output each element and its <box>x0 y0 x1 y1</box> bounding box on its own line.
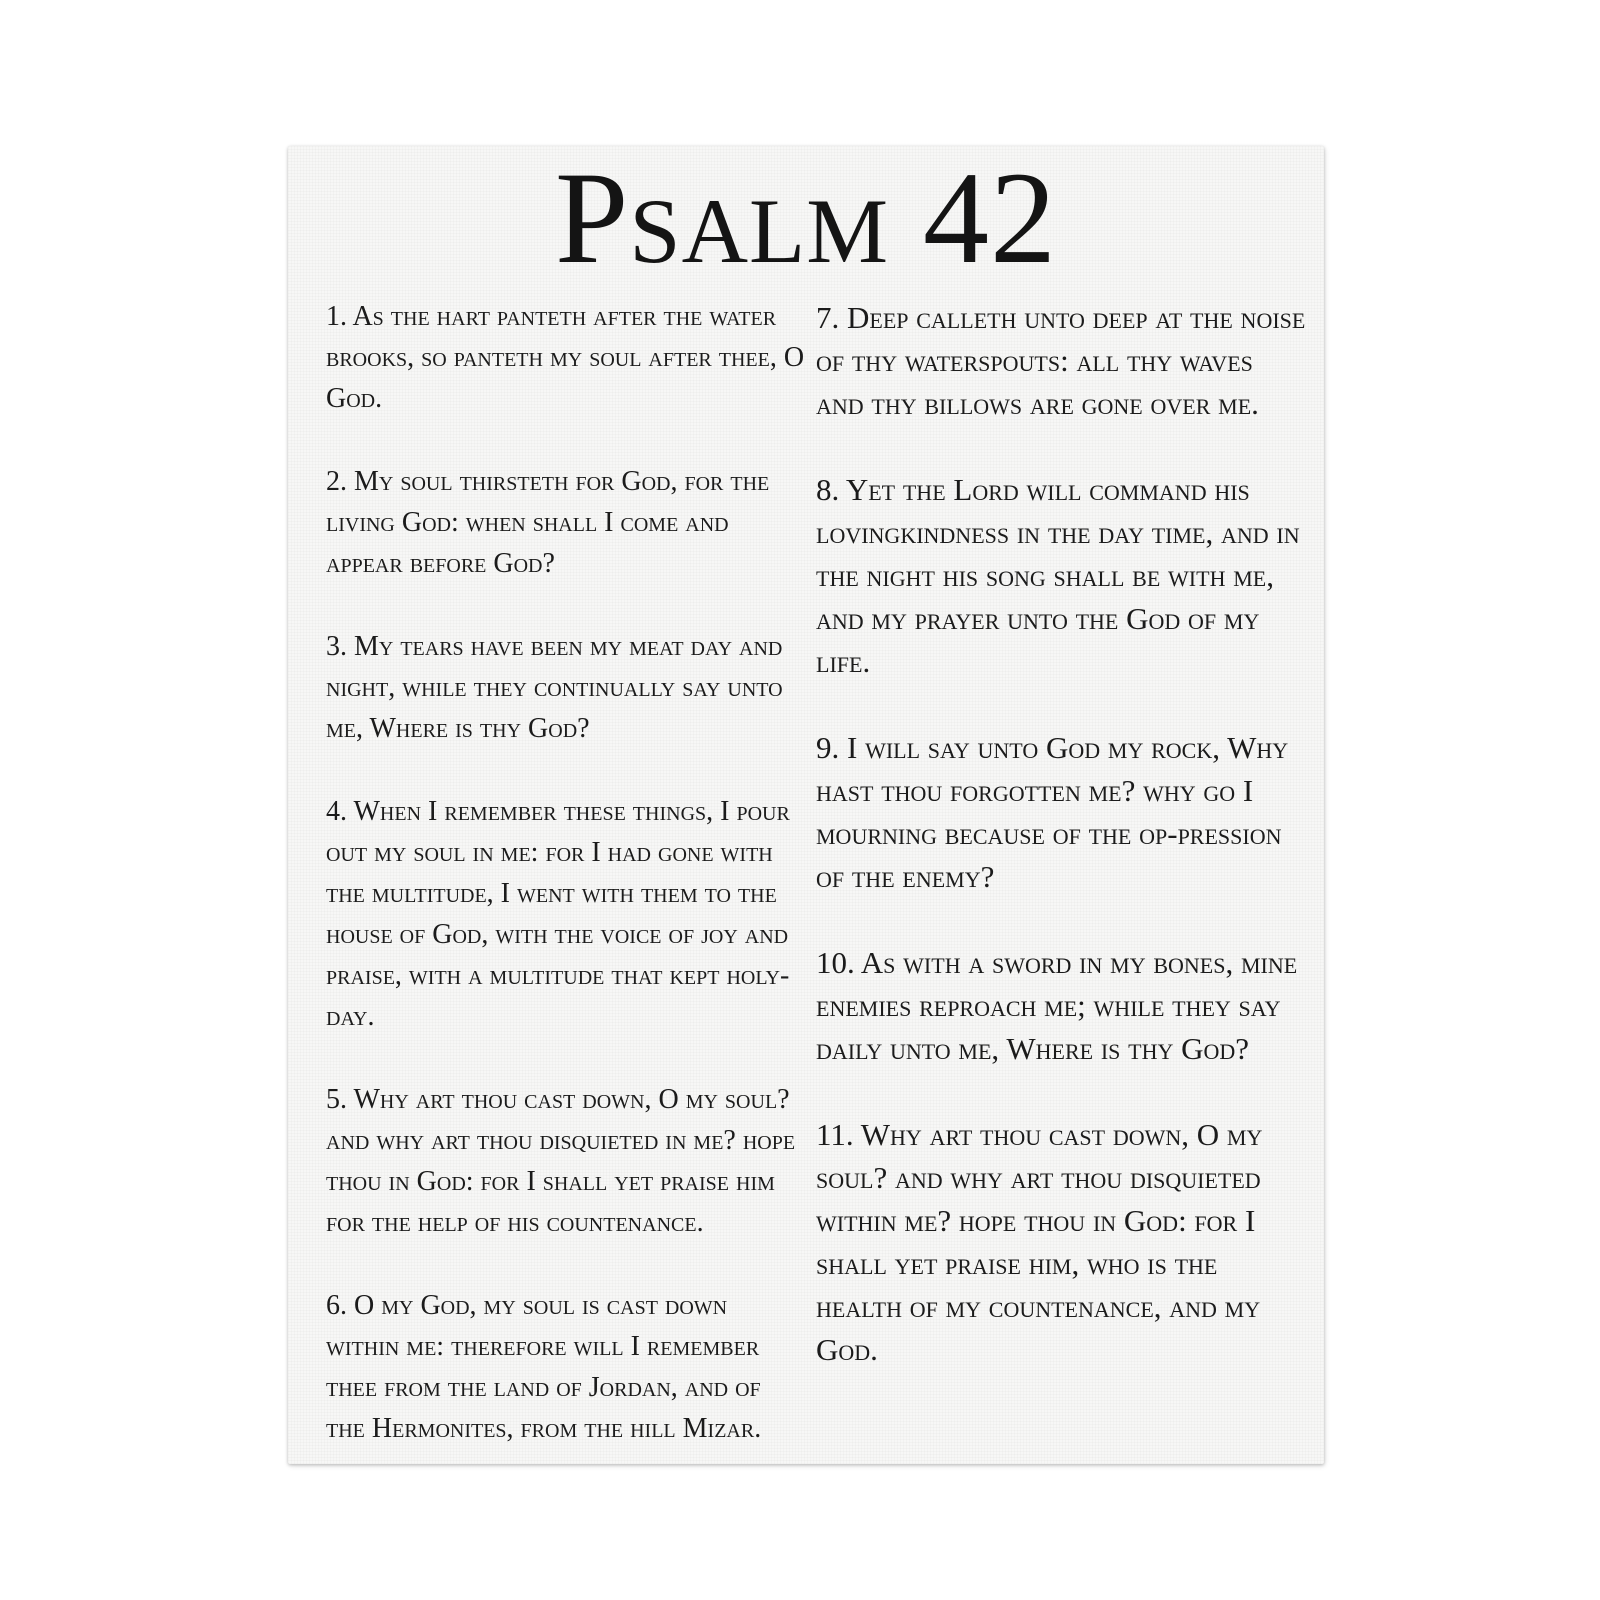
right-verse-column <box>816 296 1308 1414</box>
verse-3: 3. My tears have been my meat day and night, while they continually say unto me, Where is thy God? <box>326 631 783 744</box>
left-verse-column <box>326 296 806 1491</box>
canvas-print <box>288 146 1324 1464</box>
verse-7: 7. Deep calleth unto deep at the noise of thy waterspouts: all thy waves and thy billows are gone over me. <box>816 300 1306 421</box>
verse-11: 11. Why art thou cast down, O my soul? and why art thou disquieted within me? hope thou in God: for I shall yet praise him, who is the health of my countenance, and my God. <box>816 1117 1263 1367</box>
verse-2: 2. My soul thirsteth for God, for the living God: when shall I come and appear before God? <box>326 466 770 579</box>
verse-5: 5. Why art thou cast down, O my soul? and why art thou disquieted in me? hope thou in God: for I shall yet praise him for the help of his countenance. <box>326 1084 796 1238</box>
verse-4: 4. When I remember these things, I pour out my soul in me: for I had gone with the multitude, I went with them to the house of God, with the voice of joy and praise, with a multitude that kept holy-day. <box>326 796 790 1032</box>
verse-8: 8. Yet the Lord will command his lovingkindness in the day time, and in the night his song shall be with me, and my prayer unto the God of my life. <box>816 472 1300 679</box>
verse-10: 10. As with a sword in my bones, mine enemies reproach me; while they say daily unto me, Where is thy God? <box>816 945 1298 1066</box>
verse-1: 1. As the hart panteth after the water brooks, so panteth my soul after thee, O God. <box>326 301 805 414</box>
verse-9: 9. I will say unto God my rock, Why hast thou forgotten me? why go I mourning because of the op-pression of the enemy? <box>816 730 1289 894</box>
psalm-title: Psalm 42 <box>554 144 1058 291</box>
verse-6: 6. O my God, my soul is cast down within me: therefore will I remember thee from the land of Jordan, and of the Hermonites, from the hill Mizar. <box>326 1290 762 1444</box>
